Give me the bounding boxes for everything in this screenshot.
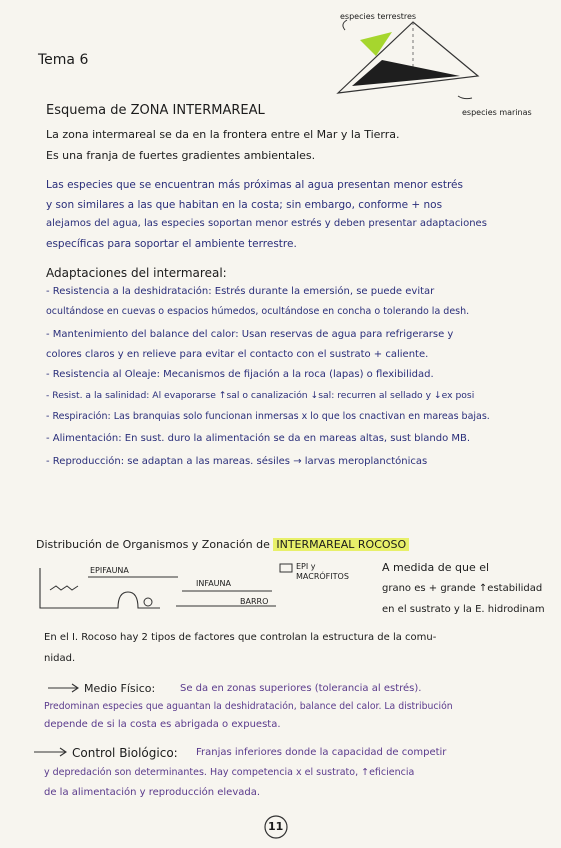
factors-intro-line: En el I. Rocoso hay 2 tipos de factores que controlan la estructura de la comu- — [44, 632, 437, 643]
para-line-2: y son similares a las que habitan en la costa; sin embargo, conforme + nos — [46, 199, 443, 211]
control-biologico-arrow — [34, 748, 66, 756]
control-biologico-line: y depredación son determinantes. Hay competencia x el sustrato, ↑eficiencia — [44, 767, 415, 778]
adaptation-item: - Respiración: Las branquias solo funcionan inmersas x lo que los cnactivan en mareas bajas. — [46, 411, 490, 422]
adaptation-item: - Reproducción: se adaptan a las mareas. sésiles → larvas meroplanctónicas — [46, 456, 428, 467]
adaptation-item: - Resistencia al Oleaje: Mecanismos de fijación a la roca (lapas) o flexibilidad. — [46, 369, 434, 380]
control-biologico-line: de la alimentación y reproducción elevada. — [44, 787, 261, 798]
intro-line-2: Es una franja de fuertes gradientes ambientales. — [46, 149, 316, 162]
marinas-arrow — [458, 96, 472, 99]
macrofitos-legend-box — [280, 564, 292, 572]
medio-fisico-line: Se da en zonas superiores (tolerancia al estrés). — [180, 683, 422, 694]
rock-texture — [50, 586, 78, 590]
label-especies-marinas: especies marinas — [462, 108, 532, 117]
label-especies-terrestres: especies terrestres — [340, 12, 417, 21]
side-text-line: A medida de que el — [382, 561, 490, 574]
section2-title-prefix: Distribución de Organismos y Zonación de — [36, 538, 270, 551]
side-text-line: en el sustrato y la E. hidrodinam — [382, 604, 545, 615]
para-line-4: específicas para soportar el ambiente terrestre. — [46, 238, 297, 250]
medio-fisico-line: Predominan especies que aguantan la deshidratación, balance del calor. La distribución — [44, 701, 453, 712]
control-biologico-line: Franjas inferiores donde la capacidad de competir — [196, 747, 447, 758]
section2-title — [36, 538, 409, 552]
control-biologico-heading: Control Biológico: — [72, 746, 178, 760]
terrestrial-zone-fill — [360, 32, 392, 56]
medio-fisico-heading: Medio Físico: — [84, 682, 156, 695]
para-line-3: alejamos del agua, las especies soportan menor estrés y deben presentar adaptaciones — [46, 218, 487, 229]
label-epi-macrofitos: EPI y MACRÓFITOS — [296, 562, 349, 581]
side-text-line: grano es + grande ↑estabilidad — [382, 583, 543, 594]
label-barro: BARRO — [240, 597, 269, 606]
organism-sketch — [144, 598, 152, 606]
adaptation-item: - Resist. a la salinidad: Al evaporarse ↑sal o canalización ↓sal: recurren al sellado y ↓ex posi — [46, 390, 475, 401]
para-line-1: Las especies que se encuentran más próximas al agua presentan menor estrés — [46, 179, 463, 191]
tema-heading: Tema 6 — [38, 52, 89, 68]
medio-fisico-line: depende de si la costa es abrigada o expuesta. — [44, 719, 281, 730]
section1-title: Esquema de ZONA INTERMAREAL — [46, 103, 265, 118]
adaptation-item: - Resistencia a la deshidratación: Estrés durante la emersión, se puede evitar — [46, 286, 435, 297]
page-number: 11 — [268, 820, 284, 833]
intro-line-1: La zona intermareal se da en la frontera entre el Mar y la Tierra. — [46, 128, 400, 141]
adaptation-item: - Alimentación: En sust. duro la alimentación se da en mareas altas, sust blando MB. — [46, 433, 471, 444]
adaptation-item: - Mantenimiento del balance del calor: Usan reservas de agua para refrigerarse y — [46, 329, 454, 340]
factors-intro-line: nidad. — [44, 653, 76, 664]
adaptation-item: ocultándose en cuevas o espacios húmedos, ocultándose en concha o tolerando la desh. — [46, 306, 470, 317]
section2-title-highlight: INTERMAREAL ROCOSO — [273, 538, 409, 551]
adaptaciones-title: Adaptaciones del intermareal: — [46, 266, 227, 280]
label-epifauna: EPIFAUNA — [90, 566, 129, 575]
label-infauna: INFAUNA — [196, 579, 231, 588]
adaptation-item: colores claros y en relieve para evitar el contacto con el sustrato + caliente. — [46, 349, 429, 360]
medio-fisico-arrow — [48, 684, 78, 692]
